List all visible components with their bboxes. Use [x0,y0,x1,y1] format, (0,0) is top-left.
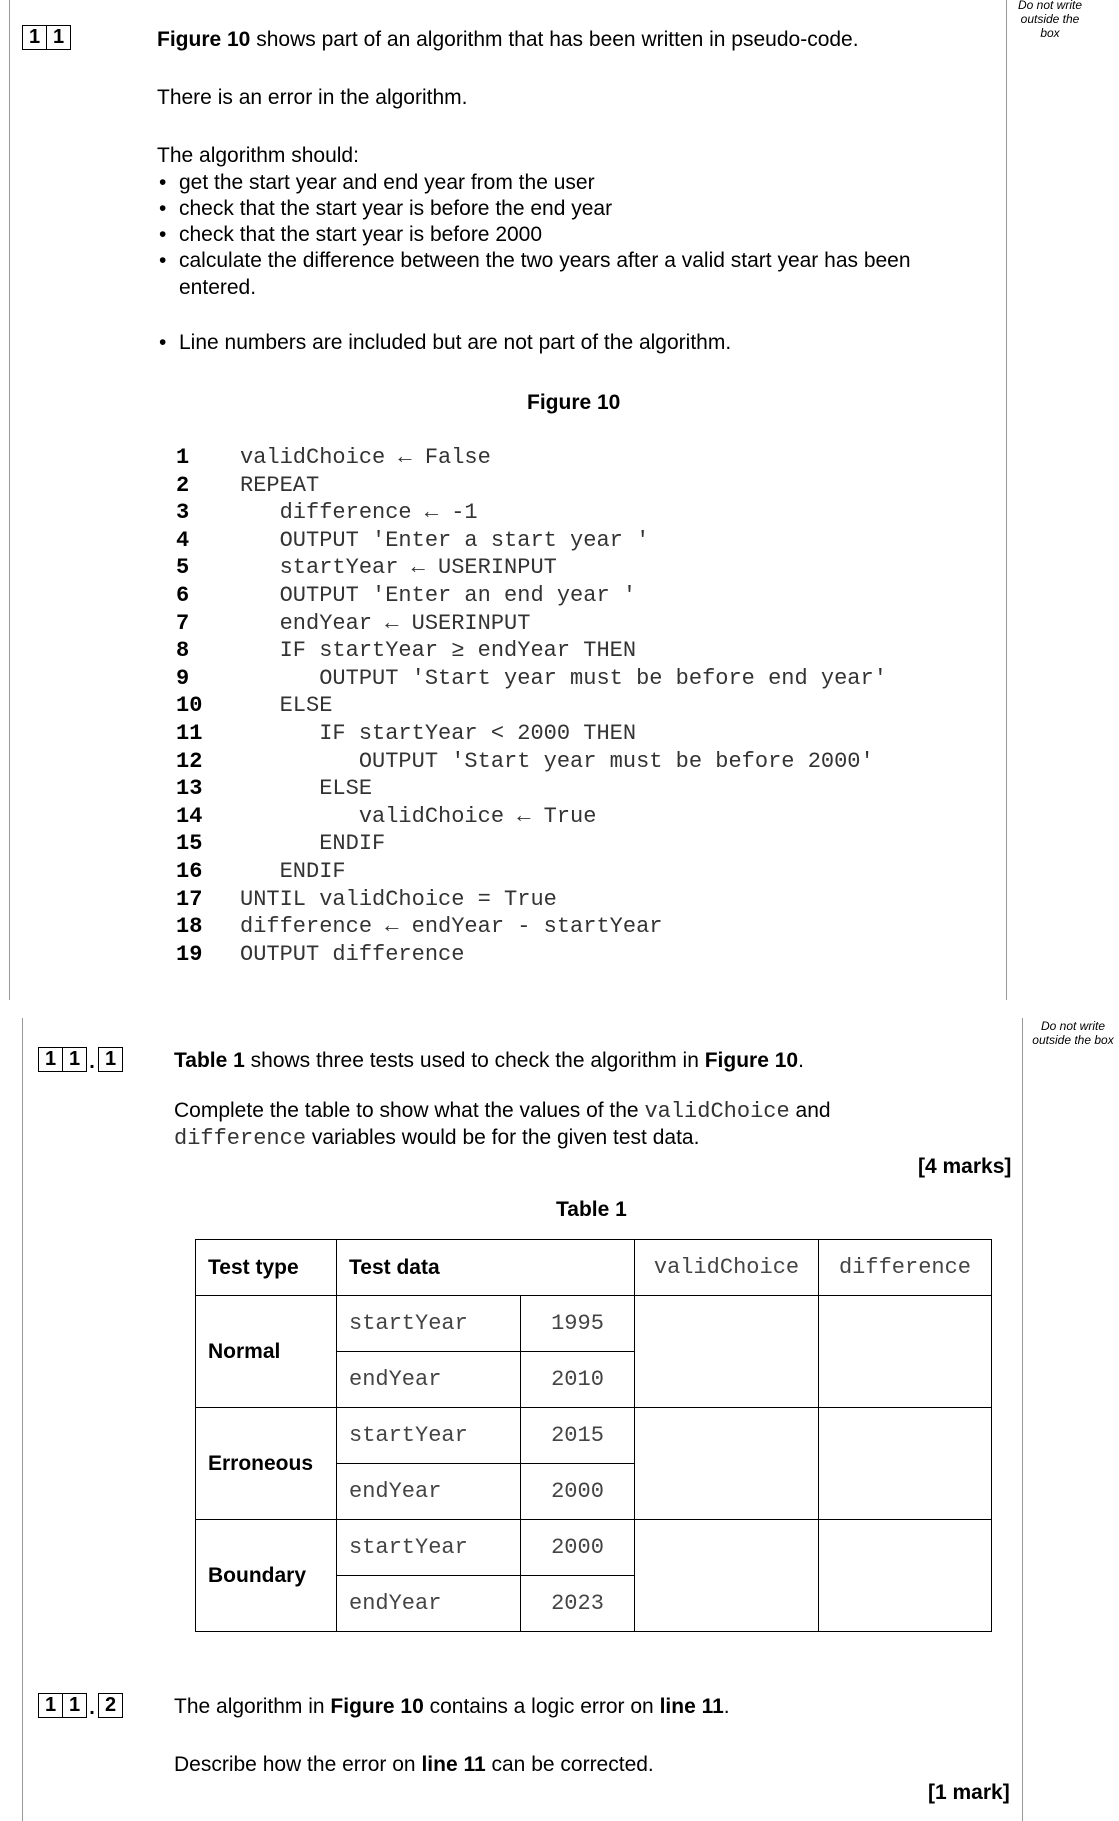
qnum-digit: 2 [98,1693,123,1718]
table-row [196,1296,992,1352]
code-text: ENDIF [240,859,346,884]
code-line [176,720,976,748]
test-type-normal: Normal [196,1296,337,1408]
pseudo-code-block [176,444,976,984]
code-line [176,941,976,969]
code-text: OUTPUT 'Enter a start year ' [240,527,650,553]
header-test-data: Test data [337,1240,635,1296]
code-text: UNTIL validChoice = True [240,886,557,912]
code-line [176,472,976,500]
q11-1-instructions: Complete the table to show what the values of the validChoice and [174,1099,831,1124]
q11-1-marks: [4 marks] [918,1155,1012,1178]
data-var: startYear [337,1408,521,1464]
list-item: • Line numbers are included but are not part of the algorithm. [157,330,731,356]
code-line [176,913,976,941]
line-number: 6 [176,583,190,608]
list-item: • check that the start year is before 2000 [157,222,911,248]
question-number-11-1: 1 1 . 1 [38,1047,122,1077]
data-value: 2010 [521,1352,635,1408]
line-number: 15 [176,831,203,857]
code-line [176,582,976,610]
code-text: ELSE [240,693,333,719]
code-line [176,499,976,527]
code-line [176,858,976,886]
line-number: 19 [176,941,203,967]
code-text: ELSE [240,776,373,802]
code-line [176,637,976,665]
line-number: 3 [176,500,190,526]
qnum-digit: 1 [62,1047,87,1072]
data-var: endYear [337,1352,521,1408]
header-validchoice: validChoice [635,1240,819,1296]
question-number-11-2: 1 1 . 2 [38,1693,122,1723]
q11-2-marks: [1 mark] [928,1781,1010,1804]
code-line [176,444,976,472]
code-line [176,665,976,693]
q11-requirements-list [157,170,911,274]
code-text: validChoice ← False [240,445,491,470]
code-text: OUTPUT difference [240,941,465,967]
code-text: validChoice ← True [240,803,597,829]
answer-validchoice-boundary[interactable] [635,1520,819,1632]
data-value: 1995 [521,1296,635,1352]
q11-intro: Figure 10 shows part of an algorithm that has been written in pseudo-code. [157,28,859,51]
code-line [176,803,976,831]
q11-2-describe: Describe how the error on line 11 can be corrected. [174,1753,654,1776]
qnum-digit: 1 [62,1693,87,1718]
data-value: 2015 [521,1408,635,1464]
table-1-title: Table 1 [556,1198,627,1221]
line-number: 10 [176,693,203,719]
q11-1-instructions-line2: difference variables would be for the given test data. [174,1126,700,1151]
q11-bullet-continuation: entered. [179,276,257,299]
test-type-boundary: Boundary [196,1520,337,1632]
table-row [196,1408,992,1464]
code-text: difference ← endYear - startYear [240,914,663,940]
line-number: 18 [176,914,203,940]
line-number: 13 [176,776,203,802]
code-text: OUTPUT 'Enter an end year ' [240,583,637,608]
q11-should-heading: The algorithm should: [157,144,359,167]
qnum-digit: 1 [38,1047,63,1072]
answer-validchoice-normal[interactable] [635,1296,819,1408]
line-number: 5 [176,555,190,581]
list-item: • check that the start year is before the end year [157,196,911,222]
table-header-row [196,1240,992,1296]
data-var: startYear [337,1520,521,1576]
margin-note-top: Do not write outside the box [1017,0,1083,40]
line-number: 2 [176,472,190,498]
q11-line-note [157,330,731,356]
list-item: • calculate the difference between the two years after a valid start year has been [157,248,911,274]
code-text: difference ← -1 [240,500,478,526]
data-value: 2000 [521,1464,635,1520]
test-type-erroneous: Erroneous [196,1408,337,1520]
answer-validchoice-erroneous[interactable] [635,1408,819,1520]
line-number: 8 [176,638,190,664]
code-line [176,886,976,914]
table-row [196,1520,992,1576]
q11-error-note: There is an error in the algorithm. [157,86,468,109]
line-number: 4 [176,527,190,553]
line-number: 14 [176,803,203,829]
answer-difference-normal[interactable] [819,1296,992,1408]
code-text: OUTPUT 'Start year must be before 2000' [240,748,874,774]
qnum-digit: 1 [22,25,47,50]
line-number: 12 [176,748,203,774]
code-text: endYear ← USERINPUT [240,610,531,636]
figure-10-title: Figure 10 [527,391,621,414]
code-line [176,610,976,638]
qnum-digit: 1 [38,1693,63,1718]
q11-2-intro: The algorithm in Figure 10 contains a logic error on line 11. [174,1695,730,1718]
answer-difference-erroneous[interactable] [819,1408,992,1520]
code-line [176,830,976,858]
code-text: startYear ← USERINPUT [240,555,557,581]
line-number: 9 [176,665,190,691]
line-number: 7 [176,610,190,636]
line-number: 17 [176,886,203,912]
code-line [176,775,976,803]
qnum-digit: 1 [98,1047,123,1072]
data-var: startYear [337,1296,521,1352]
header-test-type: Test type [196,1240,337,1296]
margin-note-bottom: Do not write outside the box [1032,1019,1114,1047]
header-difference: difference [819,1240,992,1296]
code-text: IF startYear ≥ endYear THEN [240,638,637,664]
data-var: endYear [337,1464,521,1520]
q11-1-intro: Table 1 shows three tests used to check the algorithm in Figure 10. [174,1049,804,1072]
code-line [176,692,976,720]
line-number: 16 [176,859,203,884]
code-text: ENDIF [240,831,386,857]
code-line [176,748,976,776]
list-item: • get the start year and end year from the user [157,170,911,196]
code-text: REPEAT [240,472,320,498]
data-var: endYear [337,1576,521,1632]
answer-difference-boundary[interactable] [819,1520,992,1632]
data-value: 2000 [521,1520,635,1576]
data-value: 2023 [521,1576,635,1632]
question-number-11 [22,25,70,50]
code-text: IF startYear < 2000 THEN [240,721,637,746]
code-line [176,554,976,582]
code-line [176,527,976,555]
code-text: OUTPUT 'Start year must be before end year' [240,665,887,691]
qnum-digit: 1 [46,25,71,50]
test-table [195,1239,992,1632]
line-number: 11 [176,721,203,746]
line-number: 1 [176,445,190,470]
